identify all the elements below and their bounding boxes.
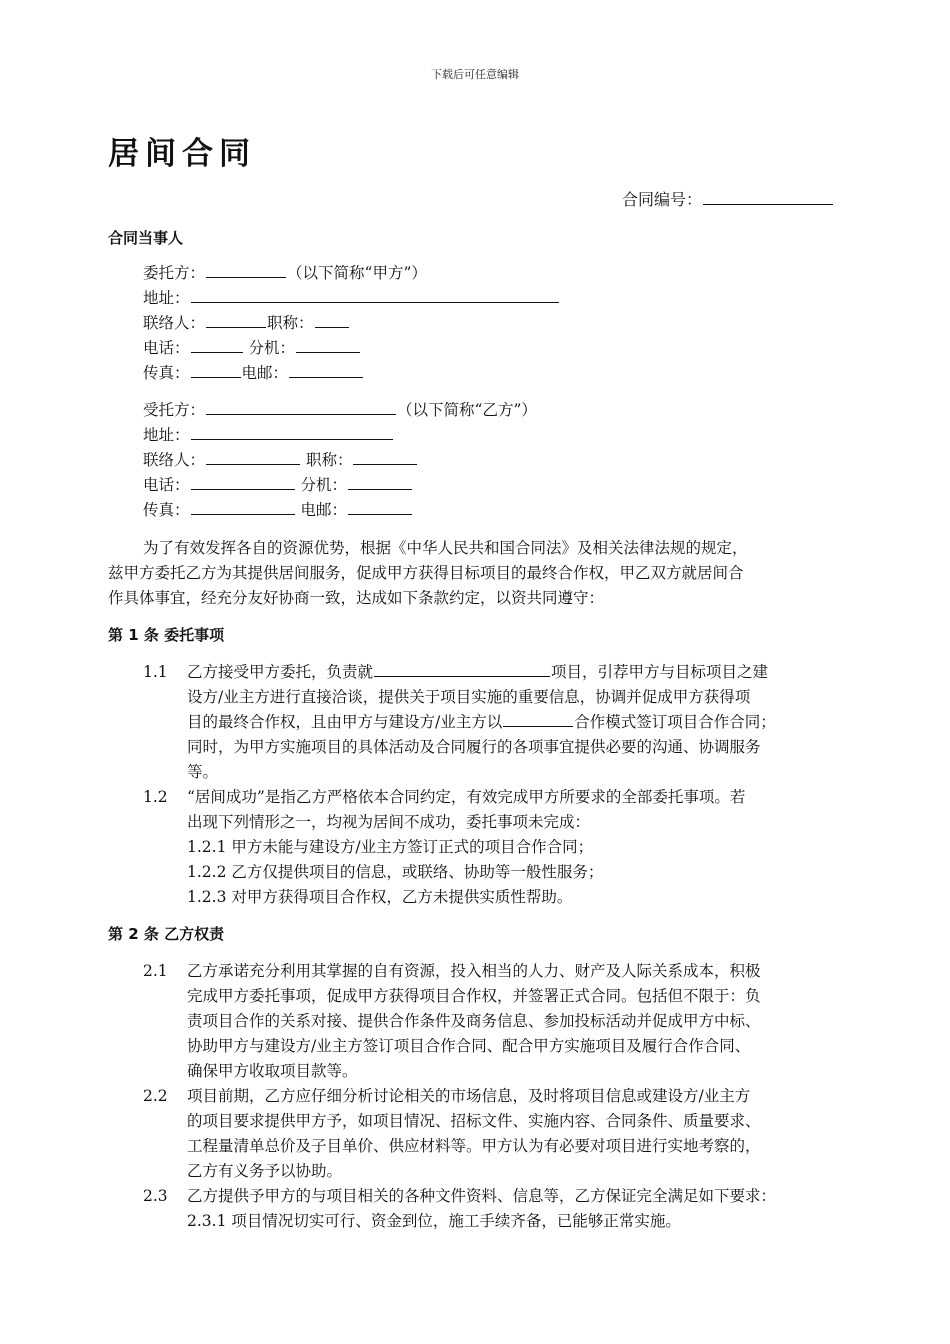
clause-2-2-line-1: 项目前期，乙方应仔细分析讨论相关的市场信息，及时将项目信息或建设方/业主方 bbox=[187, 1087, 751, 1105]
party-b-fax-blank[interactable] bbox=[191, 499, 295, 515]
party-b-name-blank[interactable] bbox=[206, 399, 396, 415]
party-b-address-line: 地址： bbox=[143, 423, 394, 448]
party-a-ext-blank[interactable] bbox=[296, 337, 360, 353]
party-a-name-line: 委托方： （以下简称“甲方”） bbox=[143, 264, 427, 282]
clause-1-2-line-2: 出现下列情形之一，均视为居间不成功，委托事项未完成： bbox=[187, 813, 591, 831]
preamble-line-3: 作具体事宜，经充分友好协商一致，达成如下条款约定，以资共同遵守： bbox=[108, 589, 605, 607]
clause-2-3-number: 2.3 bbox=[143, 1187, 168, 1205]
cooperation-mode-blank[interactable] bbox=[503, 711, 573, 727]
contract-number-blank[interactable] bbox=[703, 189, 833, 205]
preamble-line-2: 兹甲方委托乙方为其提供居间服务，促成甲方获得目标项目的最终合作权，甲乙双方就居间合 bbox=[108, 564, 744, 582]
project-name-blank[interactable] bbox=[374, 661, 550, 677]
clause-2-2-line-4: 乙方有义务予以协助。 bbox=[187, 1162, 343, 1180]
party-b-ext-blank[interactable] bbox=[348, 474, 412, 490]
page-header: 下载后可任意编辑 bbox=[431, 68, 519, 81]
clause-1-2-2: 1.2.2 乙方仅提供项目的信息，或联络、协助等一般性服务； bbox=[187, 863, 604, 881]
document-title: 居间合同 bbox=[108, 136, 256, 172]
party-a-fax-blank[interactable] bbox=[191, 362, 241, 378]
party-b-fax-line: 传真： 电邮： bbox=[143, 498, 413, 523]
article-1-heading: 第 1 条 委托事项 bbox=[108, 626, 225, 644]
clause-2-1-number: 2.1 bbox=[143, 962, 168, 980]
clause-2-2-line-2: 的项目要求提供甲方予，如项目情况、招标文件、实施内容、合同条件、质量要求、 bbox=[187, 1112, 761, 1130]
clause-2-1-line-1: 乙方承诺充分利用其掌握的自有资源，投入相当的人力、财产及人际关系成本，积极 bbox=[187, 962, 761, 980]
clause-1-1-line-3: 目的最终合作权，且由甲方与建设方/业主方以 合作模式签订项目合作合同； bbox=[187, 713, 776, 731]
party-a-fax-line: 传真： 电邮： bbox=[143, 361, 364, 386]
clause-1-2-3: 1.2.3 对甲方获得项目合作权，乙方未提供实质性帮助。 bbox=[187, 888, 573, 906]
party-b-title-blank[interactable] bbox=[353, 449, 417, 465]
party-b-contact-line: 联络人： 职称： bbox=[143, 448, 418, 473]
party-b-email-blank[interactable] bbox=[348, 499, 412, 515]
clause-1-1-number: 1.1 bbox=[143, 663, 168, 681]
party-a-address-blank[interactable] bbox=[191, 287, 559, 303]
party-b-name-line: 受托方： （以下简称“乙方”） bbox=[143, 401, 537, 419]
clause-1-1-line-5: 等。 bbox=[187, 763, 219, 781]
clause-1-1-line-1: 乙方接受甲方委托，负责就 项目，引荐甲方与目标项目之建 bbox=[187, 663, 769, 681]
clause-2-2-number: 2.2 bbox=[143, 1087, 168, 1105]
party-b-address-blank[interactable] bbox=[191, 424, 393, 440]
party-a-contact-line: 联络人： 职称： bbox=[143, 311, 350, 336]
party-a-phone-blank[interactable] bbox=[191, 337, 243, 353]
party-b-phone-line: 电话： 分机： bbox=[143, 473, 413, 498]
clause-2-1-line-2: 完成甲方委托事项，促成甲方获得项目合作权，并签署正式合同。包括但不限于：负 bbox=[187, 987, 761, 1005]
preamble-line-1: 为了有效发挥各自的资源优势，根据《中华人民共和国合同法》及相关法律法规的规定， bbox=[143, 539, 748, 557]
clause-1-2-line-1: “居间成功”是指乙方严格依本合同约定，有效完成甲方所要求的全部委托事项。若 bbox=[187, 788, 746, 806]
parties-heading: 合同当事人 bbox=[108, 229, 184, 247]
contract-number-label: 合同编号： bbox=[622, 190, 703, 209]
clause-2-1-line-4: 协助甲方与建设方/业主方签订项目合作合同、配合甲方实施项目及履行合作合同、 bbox=[187, 1037, 751, 1055]
clause-1-1-line-2: 设方/业主方进行直接洽谈，提供关于项目实施的重要信息，协调并促成甲方获得项 bbox=[187, 688, 751, 706]
party-a-phone-line: 电话： 分机： bbox=[143, 336, 361, 361]
party-b-phone-blank[interactable] bbox=[191, 474, 295, 490]
clause-1-2-number: 1.2 bbox=[143, 788, 168, 806]
clause-2-2-line-3: 工程量清单总价及子目单价、供应材料等。甲方认为有必要对项目进行实地考察的， bbox=[187, 1137, 761, 1155]
party-a-name-blank[interactable] bbox=[206, 262, 286, 278]
clause-1-1-line-4: 同时，为甲方实施项目的具体活动及合同履行的各项事宜提供必要的沟通、协调服务 bbox=[187, 738, 761, 756]
clause-2-3-line-1: 乙方提供予甲方的与项目相关的各种文件资料、信息等，乙方保证完全满足如下要求： bbox=[187, 1187, 777, 1205]
party-a-contact-blank[interactable] bbox=[206, 312, 266, 328]
article-2-heading: 第 2 条 乙方权责 bbox=[108, 925, 225, 943]
clause-1-2-1: 1.2.1 甲方未能与建设方/业主方签订正式的项目合作合同； bbox=[187, 838, 594, 856]
clause-2-1-line-5: 确保甲方收取项目款等。 bbox=[187, 1062, 358, 1080]
contract-number-field bbox=[622, 188, 834, 212]
party-a-address-line: 地址： bbox=[143, 286, 560, 311]
clause-2-3-1: 2.3.1 项目情况切实可行、资金到位，施工手续齐备，已能够正常实施。 bbox=[187, 1212, 681, 1230]
party-a-title-blank[interactable] bbox=[315, 312, 349, 328]
clause-2-1-line-3: 责项目合作的关系对接、提供合作条件及商务信息、参加投标活动并促成甲方中标、 bbox=[187, 1012, 761, 1030]
party-b-contact-blank[interactable] bbox=[206, 449, 300, 465]
party-a-email-blank[interactable] bbox=[289, 362, 363, 378]
